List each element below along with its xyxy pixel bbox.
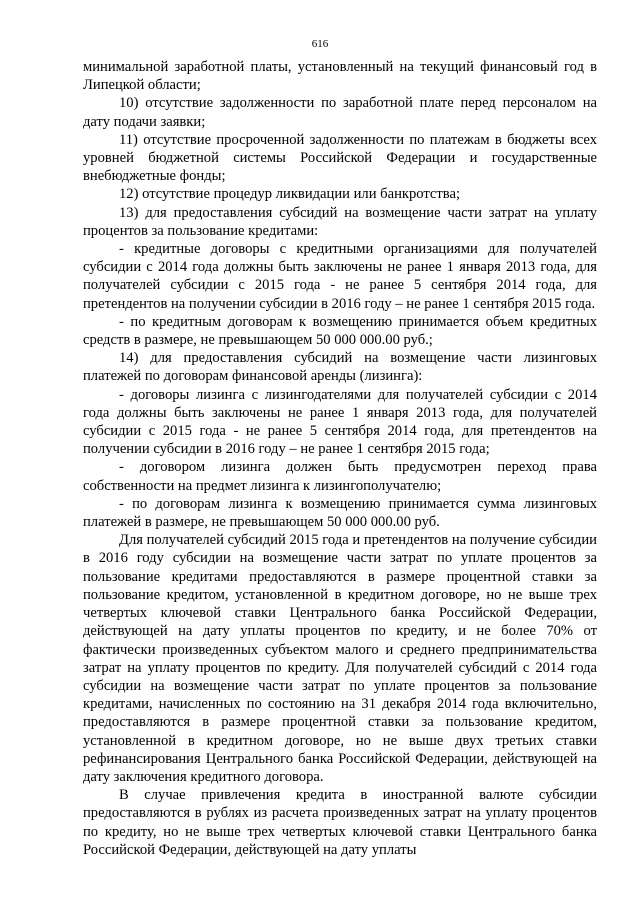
paragraph-11: - по договорам лизинга к возмещению принимается сумма лизинговых платежей в размере, не превышающем 50 000 000.00 руб. [83, 495, 597, 531]
paragraph-1: минимальной заработной платы, установленный на текущий финансовый год в Липецкой области; [83, 59, 597, 94]
paragraph-4: 12) отсутствие процедур ликвидации или банкротства; [119, 186, 461, 203]
paragraph-13: В случае привлечения кредита в иностранной валюте субсидии предоставляются в рублях из расчета произведенных затрат на уплату процентов по кредиту, но не выше трех четвертых ключевой ставки Центрального банка Российской Федерации, действующей на дату уплаты [83, 787, 597, 858]
paragraph-6: - кредитные договоры с кредитными организациями для получателей субсидии с 2014 года должны быть заключены не ранее 1 января 2013 года, для получателей субсидии с 2015 года - не ранее 5 сентября 2014 года, для претендентов на получении субсидии в 2016 году – не ранее 1 сентября 2015 года. [83, 241, 597, 312]
document-body [83, 58, 597, 859]
paragraph-5: 13) для предоставления субсидий на возмещение части затрат на уплату процентов за пользование кредитами: [83, 204, 597, 239]
paragraph-9: - договоры лизинга с лизингодателями для получателей субсидии с 2014 года должны быть заключены не ранее 1 января 2013 года, для получателей субсидии с 2015 года - не ранее 5 сентября 2014 года, для претендентов на получении субсидии в 2016 году – не ранее 1 сентября 2015 года; [83, 386, 597, 458]
paragraph-3: 11) отсутствие просроченной задолженности по платежам в бюджеты всех уровней бюджетной системы Российской Федерации и государственные внебюджетные фонды; [83, 131, 597, 185]
paragraph-12: Для получателей субсидий 2015 года и претендентов на получение субсидии в 2016 году субсидии на возмещение части затрат по уплате процентов за пользование кредитами предоставляются в размере процентной ставки за пользование кредитом, установленной в кредитном договоре, но не выше трех четвертых ключевой ставки Центрального банка Российской Федерации, действующей на дату уплаты процентов по кредиту, и не более 70% от фактически произведенных субъектом малого и среднего предпринимательства затрат на уплату процентов по кредиту. Для получателей субсидий с 2014 года субсидии на возмещение части затрат по уплате процентов за пользование кредитами, начисленных по состоянию на 31 декабря 2014 года включительно, предоставляются в размере процентной ставки за пользование кредитом, установленной в кредитном договоре, но не выше двух третьих ставки рефинансирования Центрального банка Российской Федерации, действующей на дату заключения кредитного договора. [83, 532, 597, 785]
paragraph-8: 14) для предоставления субсидий на возмещение части лизинговых платежей по договорам финансовой аренды (лизинга): [83, 350, 597, 385]
paragraph-10: - договором лизинга должен быть предусмотрен переход права собственности на предмет лизинга к лизингополучателю; [83, 459, 597, 494]
page-number: 616 [311, 38, 329, 50]
paragraph-7: - по кредитным договорам к возмещению принимается объем кредитных средств в размере, не превышающем 50 000 000.00 руб.; [83, 313, 597, 349]
paragraph-2: 10) отсутствие задолженности по заработной плате перед персоналом на дату подачи заявки; [83, 95, 597, 130]
